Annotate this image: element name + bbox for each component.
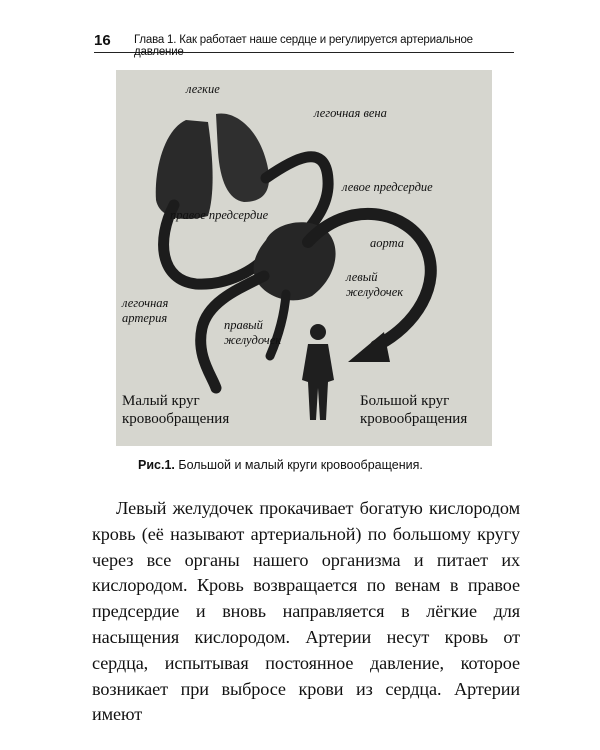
label-large-circle-line1: Большой круг <box>360 393 450 409</box>
label-left-ventricle-line2: желудочек <box>346 285 404 299</box>
label-pulmonary-artery-line1: легочная <box>122 296 169 310</box>
label-small-circle <box>122 392 229 428</box>
label-right-ventricle-line2: желудочек <box>224 333 282 347</box>
figure-caption <box>138 458 423 472</box>
label-large-circle <box>360 392 467 428</box>
body-paragraph: Левый желудочек прокачивает богатую кислородом кровь (её называют артериальной) по большому кругу через все органы нашего организма и питает их кислородом. Кровь возвращается по венам в правое предсердие и вновь направляется в лёгкие для насыщения кислородом. Артерии несут кровь от сердца, испытывая постоянное давление, которое возникает при выбросе крови из сердца. Артерии имеют <box>92 498 520 725</box>
running-title: Глава 1. Как работает наше сердце и регулируется артериальное давление <box>134 34 473 58</box>
circulation-illustration <box>116 70 492 446</box>
circulation-figure <box>116 70 492 446</box>
label-lungs: легкие <box>186 82 220 96</box>
figure-caption-label: Рис.1. <box>138 458 175 472</box>
label-aorta: аорта <box>370 236 405 250</box>
body-text <box>92 496 520 728</box>
label-right-ventricle <box>224 318 281 348</box>
label-large-circle-line2: кровообращения <box>360 411 468 427</box>
figure-caption-text: Большой и малый круги кровообращения. <box>178 458 423 472</box>
label-right-atrium: правое предсердие <box>170 208 269 222</box>
running-header <box>94 30 514 58</box>
page-number: 16 <box>94 32 111 49</box>
label-left-atrium: левое предсердие <box>342 180 433 194</box>
label-pulmonary-artery-line2: артерия <box>122 311 168 325</box>
label-small-circle-line1: Малый круг <box>122 393 200 409</box>
label-right-ventricle-line1: правый <box>224 318 263 332</box>
label-pulmonary-artery <box>122 296 168 326</box>
label-left-ventricle-line1: левый <box>346 270 378 284</box>
label-left-ventricle <box>346 270 403 300</box>
label-pulmonary-vein: легочная вена <box>314 106 387 120</box>
label-small-circle-line2: кровообращения <box>122 411 230 427</box>
